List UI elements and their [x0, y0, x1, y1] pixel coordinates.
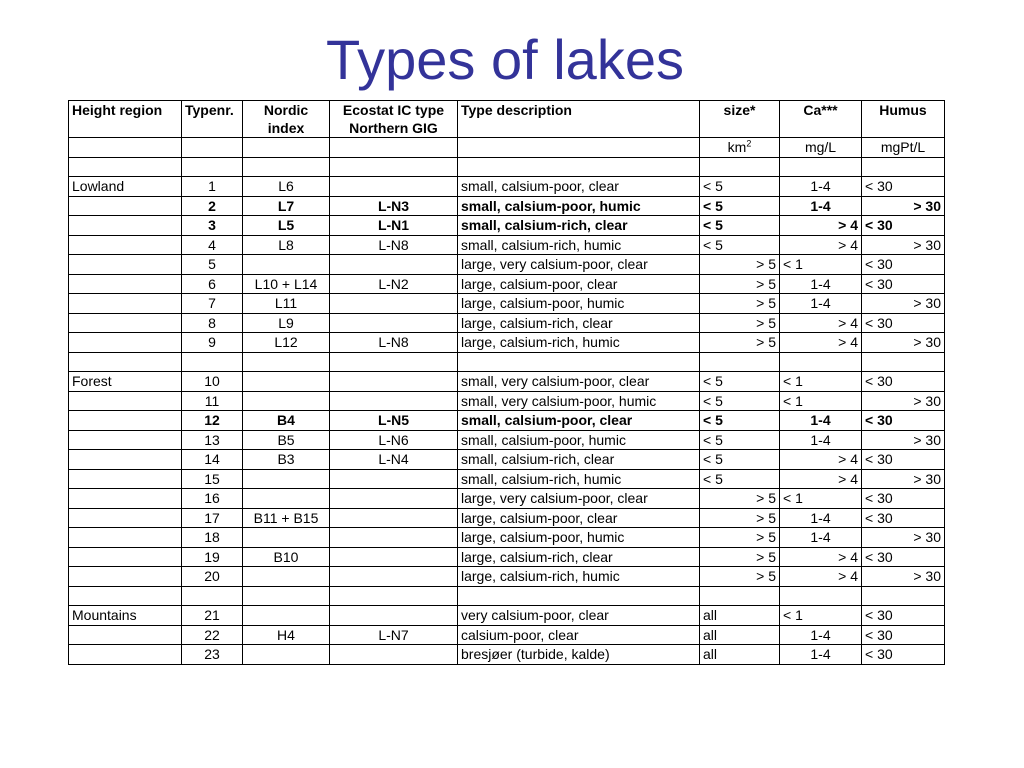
cell-typenr: 2 [182, 196, 243, 216]
table-row [69, 391, 945, 411]
table-row [69, 235, 945, 255]
cell-typenr: 9 [182, 333, 243, 353]
cell-humus: < 30 [862, 372, 945, 392]
cell-ecostat: L-N1 [330, 216, 458, 236]
spacer-cell [243, 352, 330, 372]
cell-ecostat [330, 255, 458, 275]
cell-ecostat: L-N6 [330, 430, 458, 450]
cell-typenr: 11 [182, 391, 243, 411]
cell-ca: 1-4 [780, 196, 862, 216]
cell-height-region [69, 469, 182, 489]
cell-ca: 1-4 [780, 430, 862, 450]
cell-humus: > 30 [862, 469, 945, 489]
cell-typenr: 15 [182, 469, 243, 489]
cell-height-region [69, 528, 182, 548]
cell-typenr: 5 [182, 255, 243, 275]
cell-nordic-index: L8 [243, 235, 330, 255]
cell-humus: < 30 [862, 489, 945, 509]
cell-nordic-index: B10 [243, 547, 330, 567]
cell-typenr: 19 [182, 547, 243, 567]
cell-nordic-index [243, 391, 330, 411]
cell-type-description: large, very calsium-poor, clear [458, 489, 700, 509]
cell-type-description: large, very calsium-poor, clear [458, 255, 700, 275]
cell-type-description: bresjøer (turbide, kalde) [458, 645, 700, 665]
cell-humus: > 30 [862, 430, 945, 450]
cell-ca: 1-4 [780, 411, 862, 431]
cell-ca: < 1 [780, 391, 862, 411]
cell-typenr: 6 [182, 274, 243, 294]
table-row [69, 645, 945, 665]
cell-humus: > 30 [862, 196, 945, 216]
cell-ecostat: L-N8 [330, 333, 458, 353]
cell-typenr: 17 [182, 508, 243, 528]
table-row [69, 274, 945, 294]
cell-typenr: 21 [182, 606, 243, 626]
cell-height-region [69, 235, 182, 255]
cell-type-description: very calsium-poor, clear [458, 606, 700, 626]
cell-nordic-index [243, 372, 330, 392]
spacer-cell [780, 586, 862, 606]
cell-ecostat [330, 645, 458, 665]
cell-type-description: small, calsium-rich, humic [458, 235, 700, 255]
table-row [69, 469, 945, 489]
cell-nordic-index [243, 469, 330, 489]
cell-nordic-index: B5 [243, 430, 330, 450]
header-ecostat [330, 101, 458, 138]
unit-size [700, 138, 780, 158]
cell-nordic-index: B4 [243, 411, 330, 431]
cell-size: < 5 [700, 235, 780, 255]
table-row [69, 430, 945, 450]
cell-ecostat [330, 177, 458, 197]
cell-nordic-index: L10 + L14 [243, 274, 330, 294]
units-empty-cell [69, 138, 182, 158]
cell-ecostat [330, 508, 458, 528]
cell-height-region [69, 216, 182, 236]
cell-typenr: 7 [182, 294, 243, 314]
cell-height-region [69, 313, 182, 333]
cell-ca: > 4 [780, 313, 862, 333]
cell-size: < 5 [700, 391, 780, 411]
cell-ca: 1-4 [780, 508, 862, 528]
cell-size: < 5 [700, 372, 780, 392]
cell-height-region [69, 333, 182, 353]
header-ecostat-line1: Ecostat IC type [342, 102, 445, 118]
cell-ecostat [330, 469, 458, 489]
cell-type-description: large, calsium-poor, humic [458, 528, 700, 548]
spacer-cell [69, 352, 182, 372]
cell-type-description: small, calsium-poor, humic [458, 430, 700, 450]
cell-type-description: small, calsium-poor, humic [458, 196, 700, 216]
spacer-row [69, 586, 945, 606]
spacer-cell [330, 586, 458, 606]
cell-humus: < 30 [862, 606, 945, 626]
cell-size: all [700, 606, 780, 626]
cell-ecostat: L-N7 [330, 625, 458, 645]
header-size: size* [700, 101, 780, 138]
cell-nordic-index: B11 + B15 [243, 508, 330, 528]
spacer-cell [182, 352, 243, 372]
cell-height-region [69, 430, 182, 450]
cell-ca: > 4 [780, 216, 862, 236]
cell-humus: > 30 [862, 567, 945, 587]
cell-ecostat: L-N8 [330, 235, 458, 255]
cell-nordic-index [243, 528, 330, 548]
cell-size: > 5 [700, 255, 780, 275]
header-nordic-line1: Nordic [263, 102, 309, 118]
spacer-cell [69, 586, 182, 606]
header-nordic-index [243, 101, 330, 138]
cell-ecostat [330, 391, 458, 411]
cell-size: < 5 [700, 430, 780, 450]
spacer-cell [243, 586, 330, 606]
spacer-cell [458, 352, 700, 372]
cell-size: > 5 [700, 333, 780, 353]
cell-typenr: 22 [182, 625, 243, 645]
cell-height-region [69, 450, 182, 470]
cell-type-description: large, calsium-rich, clear [458, 313, 700, 333]
cell-size: < 5 [700, 196, 780, 216]
cell-ecostat [330, 528, 458, 548]
cell-type-description: large, calsium-rich, humic [458, 333, 700, 353]
cell-humus: < 30 [862, 255, 945, 275]
cell-type-description: large, calsium-poor, humic [458, 294, 700, 314]
cell-ca: < 1 [780, 255, 862, 275]
table-row [69, 489, 945, 509]
cell-ca: < 1 [780, 372, 862, 392]
spacer-cell [862, 352, 945, 372]
cell-ca: 1-4 [780, 274, 862, 294]
cell-humus: < 30 [862, 645, 945, 665]
cell-ca: 1-4 [780, 177, 862, 197]
cell-typenr: 1 [182, 177, 243, 197]
cell-ca: > 4 [780, 567, 862, 587]
cell-ca: > 4 [780, 450, 862, 470]
table-row [69, 625, 945, 645]
cell-height-region: Mountains [69, 606, 182, 626]
table-row [69, 177, 945, 197]
units-empty-cell [330, 138, 458, 158]
cell-humus: > 30 [862, 391, 945, 411]
cell-nordic-index [243, 255, 330, 275]
cell-ca: 1-4 [780, 528, 862, 548]
header-ecostat-line2: Northern GIG [349, 120, 438, 136]
cell-type-description: small, calsium-poor, clear [458, 177, 700, 197]
cell-type-description: calsium-poor, clear [458, 625, 700, 645]
cell-type-description: large, calsium-rich, humic [458, 567, 700, 587]
cell-humus: < 30 [862, 216, 945, 236]
spacer-cell [780, 352, 862, 372]
cell-type-description: small, very calsium-poor, humic [458, 391, 700, 411]
cell-humus: > 30 [862, 294, 945, 314]
cell-size: < 5 [700, 177, 780, 197]
cell-size: > 5 [700, 294, 780, 314]
cell-height-region [69, 567, 182, 587]
table-row [69, 333, 945, 353]
table-row [69, 606, 945, 626]
cell-height-region: Forest [69, 372, 182, 392]
cell-ecostat: L-N2 [330, 274, 458, 294]
cell-size: > 5 [700, 489, 780, 509]
cell-height-region [69, 294, 182, 314]
cell-ca: < 1 [780, 489, 862, 509]
header-row [69, 101, 945, 138]
cell-size: < 5 [700, 411, 780, 431]
cell-height-region [69, 255, 182, 275]
table-row [69, 567, 945, 587]
cell-height-region [69, 391, 182, 411]
cell-ecostat [330, 294, 458, 314]
table-row [69, 196, 945, 216]
cell-height-region [69, 547, 182, 567]
cell-ecostat [330, 313, 458, 333]
cell-ecostat [330, 372, 458, 392]
cell-ca: 1-4 [780, 625, 862, 645]
cell-size: all [700, 645, 780, 665]
cell-humus: > 30 [862, 528, 945, 548]
cell-size: all [700, 625, 780, 645]
cell-nordic-index: L5 [243, 216, 330, 236]
cell-type-description: large, calsium-poor, clear [458, 508, 700, 528]
cell-ecostat [330, 567, 458, 587]
cell-height-region [69, 645, 182, 665]
cell-typenr: 10 [182, 372, 243, 392]
header-type-description: Type description [458, 101, 700, 138]
cell-nordic-index [243, 606, 330, 626]
cell-height-region [69, 489, 182, 509]
cell-height-region [69, 411, 182, 431]
cell-humus: < 30 [862, 274, 945, 294]
cell-size: > 5 [700, 508, 780, 528]
cell-type-description: small, calsium-poor, clear [458, 411, 700, 431]
cell-type-description: small, calsium-rich, clear [458, 216, 700, 236]
cell-size: > 5 [700, 567, 780, 587]
cell-ecostat: L-N5 [330, 411, 458, 431]
units-row [69, 138, 945, 158]
table-row [69, 411, 945, 431]
cell-humus: < 30 [862, 313, 945, 333]
cell-type-description: small, calsium-rich, clear [458, 450, 700, 470]
cell-ca: > 4 [780, 547, 862, 567]
lake-types-table [68, 100, 945, 665]
cell-nordic-index [243, 645, 330, 665]
cell-size: < 5 [700, 450, 780, 470]
cell-ca: > 4 [780, 469, 862, 489]
cell-ecostat [330, 489, 458, 509]
cell-humus: < 30 [862, 411, 945, 431]
table-row [69, 255, 945, 275]
header-nordic-line2: index [267, 120, 305, 136]
cell-typenr: 13 [182, 430, 243, 450]
table-row [69, 547, 945, 567]
cell-ca: > 4 [780, 235, 862, 255]
cell-typenr: 16 [182, 489, 243, 509]
unit-humus: mgPt/L [862, 138, 945, 158]
spacer-cell [330, 352, 458, 372]
spacer-cell [700, 352, 780, 372]
cell-nordic-index [243, 489, 330, 509]
cell-ecostat: L-N3 [330, 196, 458, 216]
cell-size: > 5 [700, 547, 780, 567]
cell-height-region [69, 274, 182, 294]
table-row [69, 528, 945, 548]
cell-humus: > 30 [862, 333, 945, 353]
cell-height-region: Lowland [69, 177, 182, 197]
cell-nordic-index: B3 [243, 450, 330, 470]
cell-nordic-index: L7 [243, 196, 330, 216]
spacer-cell [862, 586, 945, 606]
cell-size: > 5 [700, 274, 780, 294]
cell-nordic-index: H4 [243, 625, 330, 645]
spacer-cell [182, 586, 243, 606]
header-height-region: Height region [69, 101, 182, 138]
unit-ca: mg/L [780, 138, 862, 158]
slide-title: Types of lakes [326, 28, 684, 91]
cell-ecostat: L-N4 [330, 450, 458, 470]
cell-ecostat [330, 606, 458, 626]
spacer-row [69, 157, 945, 177]
cell-typenr: 8 [182, 313, 243, 333]
unit-size-exponent: 2 [746, 138, 752, 149]
cell-height-region [69, 508, 182, 528]
units-empty-cell [182, 138, 243, 158]
header-humus: Humus [862, 101, 945, 138]
spacer-cell [700, 586, 780, 606]
cell-typenr: 12 [182, 411, 243, 431]
cell-type-description: large, calsium-rich, clear [458, 547, 700, 567]
table-row [69, 372, 945, 392]
units-empty-cell [243, 138, 330, 158]
units-empty-cell [458, 138, 700, 158]
cell-ca: < 1 [780, 606, 862, 626]
cell-size: > 5 [700, 313, 780, 333]
table-row [69, 450, 945, 470]
cell-humus: < 30 [862, 547, 945, 567]
cell-nordic-index: L11 [243, 294, 330, 314]
cell-humus: < 30 [862, 177, 945, 197]
cell-typenr: 20 [182, 567, 243, 587]
unit-size-base: km [727, 139, 747, 155]
cell-size: > 5 [700, 528, 780, 548]
spacer-cell [458, 586, 700, 606]
lake-rows [69, 177, 945, 665]
cell-size: < 5 [700, 216, 780, 236]
cell-type-description: large, calsium-poor, clear [458, 274, 700, 294]
cell-ca: 1-4 [780, 294, 862, 314]
cell-type-description: small, calsium-rich, humic [458, 469, 700, 489]
cell-nordic-index: L12 [243, 333, 330, 353]
cell-ecostat [330, 547, 458, 567]
table-row [69, 216, 945, 236]
table-row [69, 313, 945, 333]
cell-humus: < 30 [862, 625, 945, 645]
cell-ca: > 4 [780, 333, 862, 353]
cell-typenr: 4 [182, 235, 243, 255]
cell-humus: < 30 [862, 450, 945, 470]
cell-humus: < 30 [862, 508, 945, 528]
cell-nordic-index: L6 [243, 177, 330, 197]
cell-nordic-index: L9 [243, 313, 330, 333]
header-ca: Ca*** [780, 101, 862, 138]
cell-typenr: 14 [182, 450, 243, 470]
cell-size: < 5 [700, 469, 780, 489]
header-typenr: Typenr. [182, 101, 243, 138]
cell-height-region [69, 196, 182, 216]
cell-typenr: 23 [182, 645, 243, 665]
cell-ca: 1-4 [780, 645, 862, 665]
cell-typenr: 3 [182, 216, 243, 236]
table-row [69, 294, 945, 314]
cell-type-description: small, very calsium-poor, clear [458, 372, 700, 392]
table-row [69, 508, 945, 528]
cell-height-region [69, 625, 182, 645]
cell-humus: > 30 [862, 235, 945, 255]
cell-typenr: 18 [182, 528, 243, 548]
cell-nordic-index [243, 567, 330, 587]
spacer-row [69, 352, 945, 372]
